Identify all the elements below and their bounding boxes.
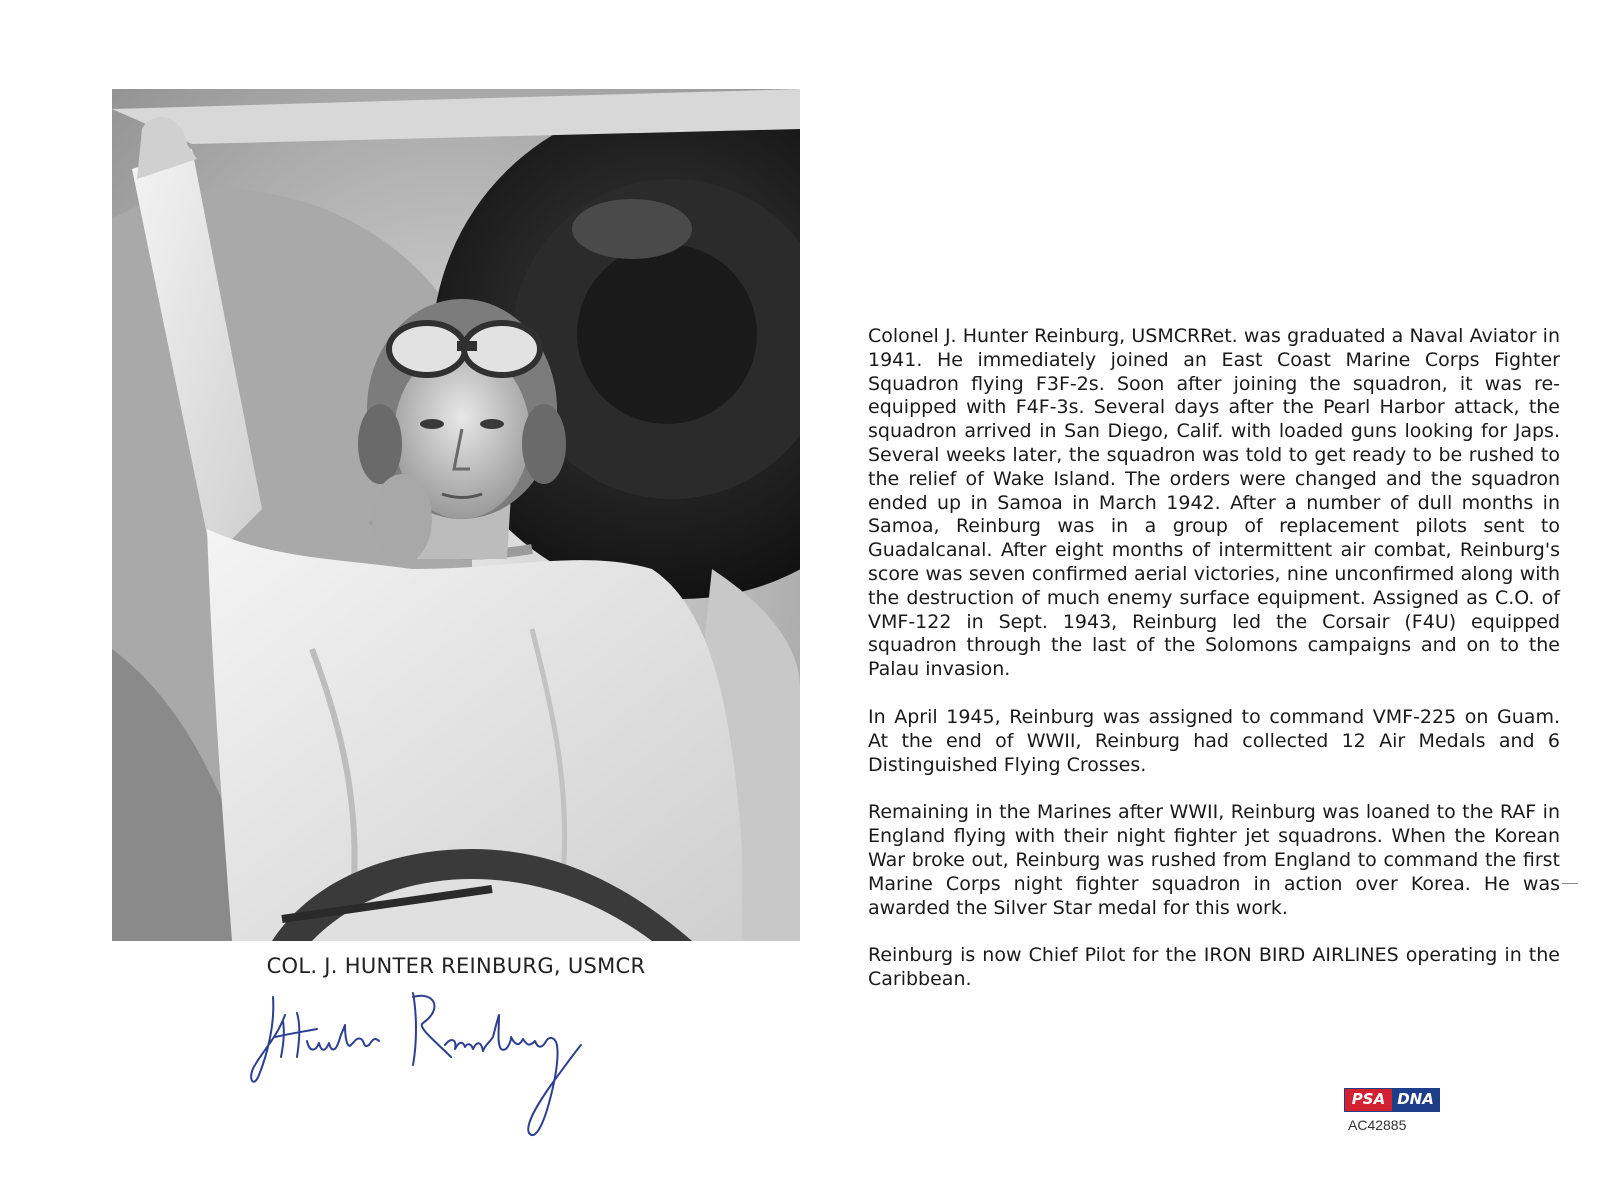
bio-paragraph: Colonel J. Hunter Reinburg, USMCRRet. was graduated a Naval Aviator in 1941. He immediately joined an East Coast Marine Corps Fighter Squadron flying F3F-2s. Soon after joining the squadron, it was re-equipped with F4F-3s. Several days after the Pearl Harbor attack, the squadron arrived in San Diego, Calif. with loaded guns looking for Japs. Several weeks later, the squadron was told to get ready to be rushed to the relief of Wake Island. The orders were changed and the squadron ended up in Samoa in March 1942. After a number of dull months in Samoa, Reinburg was in a group of replacement pilots sent to Guadalcanal. After eight months of intermittent air combat, Reinburg's score was seven confirmed aerial victories, nine unconfirmed along with the destruction of much enemy surface equipment. Assigned as C.O. of VMF-122 in Sept. 1943, Reinburg led the Corsair (F4U) equipped squadron through the last of the Solomons campaigns and on to the Palau invasion. xyxy=(868,325,1560,681)
dna-logo-text: DNA xyxy=(1392,1089,1439,1111)
authentication-sticker xyxy=(1344,1088,1444,1133)
psa-dna-logo xyxy=(1344,1088,1440,1112)
scan-mark xyxy=(1562,883,1578,884)
psa-logo-text: PSA xyxy=(1345,1089,1392,1111)
bio-paragraph: Reinburg is now Chief Pilot for the IRON BIRD AIRLINES operating in the Caribbean. xyxy=(868,944,1560,991)
pilot-photo xyxy=(112,89,800,941)
bio-paragraph: In April 1945, Reinburg was assigned to command VMF-225 on Guam. At the end of WWII, Reinburg had collected 12 Air Medals and 6 Distinguished Flying Crosses. xyxy=(868,705,1560,776)
bio-paragraph: Remaining in the Marines after WWII, Reinburg was loaned to the RAF in England flying with their night fighter jet squadrons. When the Korean War broke out, Reinburg was rushed from England to command the first Marine Corps night fighter squadron in action over Korea. He was awarded the Silver Star medal for this work. xyxy=(868,801,1560,919)
photo-caption: COL. J. HUNTER REINBURG, USMCR xyxy=(266,954,646,978)
autograph-signature xyxy=(245,985,625,1155)
biography xyxy=(868,325,1560,1016)
certificate-code: AC42885 xyxy=(1348,1117,1407,1133)
